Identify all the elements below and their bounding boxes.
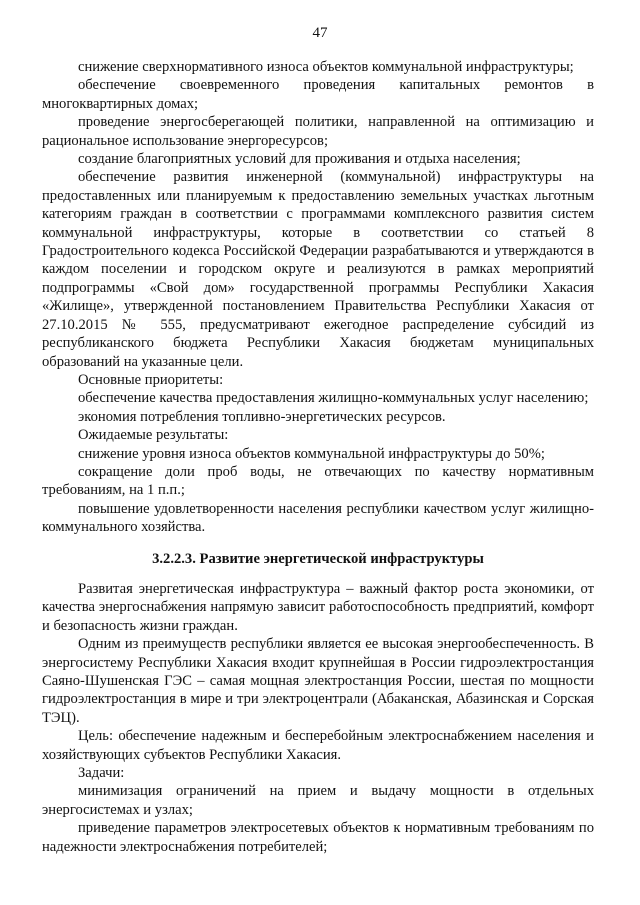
paragraph: Одним из преимуществ республики является ее высокая энергообеспеченность. В энергосистему Республики Хакасия входит крупнейшая в России гидроэлектростанция Саяно-Шушенская ГЭС – самая мощная электростанция России, шестая по мощности гидроэлектростанция в мире и три электроцентрали (Абаканская, Абазинская и Сорская ТЭЦ). (42, 636, 594, 726)
paragraph: Задачи: (78, 765, 125, 782)
document-body (42, 58, 594, 856)
paragraph: минимизация ограничений на прием и выдачу мощности в отдельных энергосистемах и узлах; (42, 783, 594, 818)
paragraph: обеспечение своевременного проведения капитальных ремонтов в многоквартирных домах; (42, 77, 594, 112)
paragraph: снижение сверхнормативного износа объектов коммунальной инфраструктуры; (78, 59, 574, 75)
paragraph: сокращение доли проб воды, не отвечающих по качеству нормативным требованиям, на 1 п.п.; (42, 463, 594, 499)
section-heading: 3.2.2.3. Развитие энергетической инфраструктуры (152, 550, 484, 567)
page-number: 47 (312, 25, 328, 41)
paragraph: экономия потребления топливно-энергетических ресурсов. (78, 408, 446, 425)
paragraph: создание благоприятных условий для проживания и отдыха населения; (78, 151, 521, 168)
paragraph: повышение удовлетворенности населения республики качеством услуг жилищно-коммунального хозяйства. (42, 500, 594, 536)
paragraph: Ожидаемые результаты: (78, 427, 229, 444)
paragraph: Развитая энергетическая инфраструктура – важный фактор роста экономики, от качества энергоснабжения напрямую зависит работоспособность предприятий, комфорт и безопасность жизни граждан. (42, 580, 594, 634)
paragraph: Основные приоритеты: (78, 371, 224, 388)
paragraph: снижение уровня износа объектов коммунальной инфраструктуры до 50%; (78, 445, 545, 462)
paragraph: обеспечение развития инженерной (коммунальной) инфраструктуры на предоставленных или планируемым к предоставлению земельных участках льготным категориям граждан в соответствии с программами комплексного развития систем коммунальной инфраструктуры, которые в соответствии со статьей 8 Градостроительного кодекса Российской Федерации разрабатываются и утверждаются в каждом поселении и городском округе и реализуются в рамках мероприятий подпрограммы «Свой дом» государственной программы Республики Хакасия «Жилище», утвержденной постановлением Правительства Республики Хакасия от 27.10.2015 № 555, предусматривают ежегодное распределение субсидий из республиканского бюджета Республики Хакасия бюджетам муниципальных образований на указанные цели. (42, 169, 594, 370)
paragraph: Цель: обеспечение надежным и бесперебойным электроснабжением населения и хозяйствующих субъектов Республики Хакасия. (42, 728, 594, 763)
paragraph: проведение энергосберегающей политики, направленной на оптимизацию и рациональное использование энергоресурсов; (42, 114, 594, 149)
paragraph: приведение параметров электросетевых объектов к нормативным требованиям по надежности электроснабжения потребителей; (42, 820, 594, 855)
paragraph: обеспечение качества предоставления жилищно-коммунальных услуг населению; (78, 390, 589, 407)
